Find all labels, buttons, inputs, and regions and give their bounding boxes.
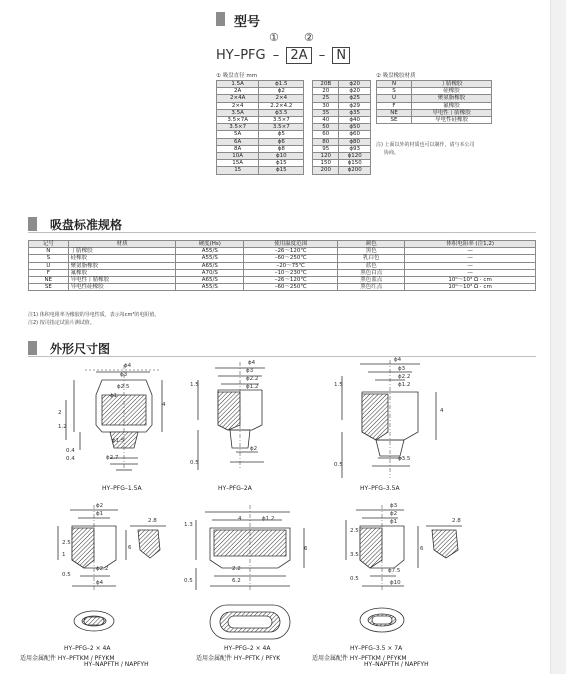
caption-fitting: 适用金属配件 HY–PFTKM / PFYKM	[312, 655, 407, 662]
diameter-cell: ϕ29	[339, 102, 371, 109]
spec-cell: A55/S	[176, 255, 244, 262]
spec-section-title: 吸盘标准规格	[50, 218, 123, 232]
dimension-label: 2.8	[148, 518, 157, 524]
dimension-label: ϕ2.7	[106, 455, 119, 461]
dimension-label: 1.3	[184, 522, 193, 528]
spec-row	[29, 248, 536, 255]
dimension-label: ϕ2.2	[96, 566, 109, 572]
material-row	[377, 95, 492, 102]
diameter-cell: 150	[313, 160, 339, 167]
dimension-label: 4	[440, 408, 444, 414]
caption-fitting: 适用金属配件 HY–PFTK / PFYK	[196, 655, 281, 662]
column-gap	[304, 102, 313, 109]
spec-cell: 黑色白点	[338, 269, 405, 276]
diameter-cell: ϕ3.5	[259, 109, 304, 116]
material-row	[377, 102, 492, 109]
material-row	[377, 81, 492, 88]
dimension-label: ϕ10	[390, 580, 401, 586]
material-row	[377, 117, 492, 124]
diameter-cell: ϕ60	[339, 131, 371, 138]
diameter-cell: ϕ20	[339, 81, 371, 88]
spec-cell: F	[29, 269, 69, 276]
column-gap	[304, 160, 313, 167]
dimension-label: 6	[128, 545, 132, 551]
dimension-label: ϕ1.2	[262, 516, 275, 522]
caption-pfg-3.5a: HY–PFG–3.5A	[360, 485, 400, 492]
spec-cell: —	[405, 262, 536, 269]
diameter-row	[217, 95, 371, 102]
diameter-cell: ϕ20	[339, 88, 371, 95]
dimension-label: ϕ2	[390, 511, 398, 517]
spec-table	[28, 240, 536, 291]
dimension-label: ϕ1	[96, 511, 104, 517]
spec-cell: 氟橡胶	[68, 269, 176, 276]
caption-pfg-2a: HY–PFG–2A	[218, 485, 252, 492]
diameter-cell: 8A	[217, 145, 259, 152]
diameter-cell: 3.5×7	[259, 117, 304, 124]
model-num-2: ②	[304, 31, 314, 44]
diameter-cell: 120	[313, 153, 339, 160]
dimension-label: 2.2	[232, 566, 241, 572]
dimension-label: ϕ3	[120, 372, 128, 378]
diameter-cell: 15	[217, 167, 259, 174]
dimension-label: ϕ1	[390, 519, 398, 525]
diameter-cell: 15A	[217, 160, 259, 167]
spec-cell: –20～75℃	[244, 262, 338, 269]
spec-row	[29, 284, 536, 291]
material-cell: 丁腈橡胶	[412, 81, 492, 88]
dimension-label: 1.5	[190, 382, 199, 388]
spec-header-cell: 记号	[29, 241, 69, 248]
diameter-cell: ϕ150	[339, 160, 371, 167]
diameter-cell: 200	[313, 167, 339, 174]
dimension-label: 0.5	[62, 572, 71, 578]
dimension-label: 4	[238, 516, 242, 522]
dimension-label: ϕ2	[96, 503, 104, 509]
spec-cell: U	[29, 262, 69, 269]
spec-cell: A65/S	[176, 262, 244, 269]
dimension-label: 3.5	[350, 552, 359, 558]
spec-cell: 聚氨脂橡胶	[68, 262, 176, 269]
material-cell: 硅橡胶	[412, 88, 492, 95]
spec-cell: 黑色	[338, 248, 405, 255]
spec-cell: S	[29, 255, 69, 262]
dimension-label: 0.5	[184, 578, 193, 584]
material-cell: 聚氨脂橡胶	[412, 95, 492, 102]
spec-cell: 10⁰～10³ Ω · cm	[405, 284, 536, 291]
diameter-cell: 2×4	[259, 95, 304, 102]
dimension-label: ϕ3.5	[398, 456, 411, 462]
diameter-row	[217, 124, 371, 131]
diameter-cell: 50	[313, 124, 339, 131]
diameter-cell: ϕ15	[259, 160, 304, 167]
material-cell: NE	[377, 109, 412, 116]
dimension-label: ϕ3	[398, 366, 406, 372]
dimension-label: 2.5	[350, 528, 359, 534]
material-row	[377, 109, 492, 116]
diameter-cell: ϕ15	[259, 167, 304, 174]
dimension-label: ϕ1.5	[112, 438, 125, 444]
diameter-row	[217, 81, 371, 88]
diameter-cell: 3.5A	[217, 109, 259, 116]
diameter-cell: 5A	[217, 131, 259, 138]
caption-pfg-3.5x7a: HY–PFG–3.5 × 7A	[350, 645, 403, 652]
spec-cell: 硅橡胶	[68, 255, 176, 262]
dimension-label: ϕ2	[250, 446, 258, 452]
diameter-cell: 30	[313, 102, 339, 109]
column-gap	[304, 81, 313, 88]
spec-cell: –10～230℃	[244, 269, 338, 276]
dimension-label: ϕ4	[124, 363, 132, 369]
material-cell: 氟橡胶	[412, 102, 492, 109]
dimension-label: 4	[162, 402, 166, 408]
diameter-cell: 40	[313, 117, 339, 124]
column-gap	[304, 95, 313, 102]
dimension-label: ϕ7.5	[388, 568, 401, 574]
spec-row	[29, 269, 536, 276]
drawing-pfg-3.5x7a	[346, 505, 462, 632]
diameter-cell: ϕ5	[259, 131, 304, 138]
dimension-label: ϕ4	[96, 580, 104, 586]
dimension-label: ϕ2.2	[398, 374, 411, 380]
caption-fitting: HY–NAPFTH / NAPFYH	[84, 661, 149, 668]
diameter-cell: 2×4A	[217, 95, 259, 102]
section-marker	[216, 12, 225, 26]
material-caption: ② 吸盘橡胶材质	[376, 73, 416, 79]
spec-cell: –26～120℃	[244, 277, 338, 284]
diameter-table	[216, 80, 371, 175]
dimension-label: 2.8	[452, 518, 461, 524]
diameter-cell: ϕ2	[259, 88, 304, 95]
diameter-cell: 2A	[217, 88, 259, 95]
spec-cell: A55/S	[176, 248, 244, 255]
spec-cell: NE	[29, 277, 69, 284]
diameter-cell: 3.5×7	[259, 124, 304, 131]
spec-cell: 10⁰～10³ Ω · cm	[405, 277, 536, 284]
diameter-cell: 95	[313, 145, 339, 152]
diameter-cell: 80	[313, 138, 339, 145]
diameter-cell: 2.2×4.2	[259, 102, 304, 109]
dimension-drawings	[0, 355, 550, 674]
dimension-label: 2	[58, 410, 62, 416]
material-cell: U	[377, 95, 412, 102]
caption-fitting: 适用金属配件 HY–PFTKM / PFYKM	[20, 655, 115, 662]
spec-cell: —	[405, 269, 536, 276]
drawing-pfg-2x4a-2	[196, 505, 304, 639]
dimension-label: 6	[304, 546, 308, 552]
diameter-cell: ϕ40	[339, 117, 371, 124]
dimension-label: ϕ1.2	[246, 384, 259, 390]
dimension-label: 6	[420, 546, 424, 552]
spec-cell: –26～120℃	[244, 248, 338, 255]
dimension-label: ϕ3	[246, 368, 254, 374]
model-dash: –	[318, 48, 326, 63]
page-scrollbar[interactable]	[550, 0, 566, 674]
diameter-cell: 1.5A	[217, 81, 259, 88]
spec-cell: 导电性丁腈橡胶	[68, 277, 176, 284]
material-cell: S	[377, 88, 412, 95]
caption-pfg-1.5a: HY–PFG–1.5A	[102, 485, 142, 492]
column-gap	[304, 153, 313, 160]
dimension-label: ϕ4	[394, 357, 402, 363]
dimension-label: 0.4	[66, 456, 75, 462]
diameter-cell: 20B	[313, 81, 339, 88]
section-marker	[28, 341, 37, 355]
caption-pfg-2x4a-1: HY–PFG–2 × 4A	[64, 645, 111, 652]
diameter-cell: ϕ6	[259, 138, 304, 145]
section-marker	[28, 217, 37, 231]
spec-cell: 丁腈橡胶	[68, 248, 176, 255]
spec-cell: 蓝色	[338, 262, 405, 269]
material-cell: N	[377, 81, 412, 88]
spec-note: 注1) 体积电阻率为橡胶的导电性质，表示每cm³的电阻值。	[28, 312, 160, 318]
diameter-cell: ϕ10	[259, 153, 304, 160]
dimension-label: 1	[62, 552, 66, 558]
model-section-title: 型号	[234, 15, 261, 30]
caption-pfg-2x4a-2: HY–PFG–2 × 4A	[224, 645, 271, 652]
dimension-label: ϕ1.2	[398, 382, 411, 388]
diameter-cell: 3.5×7	[217, 124, 259, 131]
spec-row	[29, 262, 536, 269]
dimension-label: 6.2	[232, 578, 241, 584]
dimension-label: ϕ2.2	[246, 376, 259, 382]
diameter-cell: 60	[313, 131, 339, 138]
diameter-cell: ϕ35	[339, 109, 371, 116]
column-gap	[304, 117, 313, 124]
model-code-diameter: 2A	[286, 47, 311, 64]
diameter-row	[217, 109, 371, 116]
spec-cell: A55/S	[176, 284, 244, 291]
spec-header-cell: 使用温度范围	[244, 241, 338, 248]
spec-cell: N	[29, 248, 69, 255]
spec-cell: 黑色蓝点	[338, 277, 405, 284]
diameter-row	[217, 167, 371, 174]
model-code-material: N	[332, 47, 350, 64]
dimension-label: 0.5	[334, 462, 343, 468]
material-row	[377, 88, 492, 95]
dimension-label: 1.5	[334, 382, 343, 388]
diameter-cell: 20	[313, 88, 339, 95]
column-gap	[304, 109, 313, 116]
diameter-cell: 35	[313, 109, 339, 116]
diameter-row	[217, 138, 371, 145]
section-divider	[28, 232, 536, 233]
dimension-label: ϕ3	[390, 503, 398, 509]
column-gap	[304, 124, 313, 131]
spec-cell: –60～250℃	[244, 255, 338, 262]
diameter-row	[217, 153, 371, 160]
model-dash: –	[272, 48, 280, 63]
diameter-row	[217, 131, 371, 138]
material-table	[376, 80, 492, 124]
dimension-label: 2.5	[62, 540, 71, 546]
spec-header-cell: 颜色	[338, 241, 405, 248]
spec-header-cell: 体积电阻率 (注1,2)	[405, 241, 536, 248]
dimension-label: 1.2	[58, 424, 67, 430]
material-cell: 导电性丁腈橡胶	[412, 109, 492, 116]
drawing-pfg-3.5a	[342, 360, 436, 478]
diameter-row	[217, 160, 371, 167]
material-note: 协商。	[384, 150, 400, 156]
dimension-label: 0.5	[190, 460, 199, 466]
spec-row	[29, 277, 536, 284]
caption-fitting: HY–NAPFTH / NAPFYH	[364, 661, 429, 668]
diameter-cell: 6A	[217, 138, 259, 145]
diameter-cell: 3.5×7A	[217, 117, 259, 124]
diameter-row	[217, 145, 371, 152]
spec-cell: A70/S	[176, 269, 244, 276]
diameter-row	[217, 88, 371, 95]
material-cell: 导电性硅橡胶	[412, 117, 492, 124]
spec-cell: 乳白色	[338, 255, 405, 262]
spec-header-cell: 材质	[68, 241, 176, 248]
diameter-cell: ϕ80	[339, 138, 371, 145]
spec-note: 注2) 按司指定试验片测试值。	[28, 320, 95, 326]
diameter-cell: 10A	[217, 153, 259, 160]
column-gap	[304, 145, 313, 152]
dimension-label: 0.5	[350, 576, 359, 582]
diameter-cell: ϕ93	[339, 145, 371, 152]
spec-cell: —	[405, 248, 536, 255]
spec-cell: 导电性硅橡胶	[68, 284, 176, 291]
spec-cell: 黑色红点	[338, 284, 405, 291]
diameter-cell: ϕ25	[339, 95, 371, 102]
diameter-cell: ϕ1.5	[259, 81, 304, 88]
material-cell: F	[377, 102, 412, 109]
spec-cell: —	[405, 255, 536, 262]
spec-cell: SE	[29, 284, 69, 291]
diameter-cell: 25	[313, 95, 339, 102]
material-note: 注) 上面以外的材质也可以制作，请与本公司	[376, 142, 475, 148]
model-prefix: HY–PFG	[216, 48, 266, 63]
diameter-row	[217, 117, 371, 124]
column-gap	[304, 167, 313, 174]
diameter-cell: ϕ8	[259, 145, 304, 152]
dimension-label: ϕ1	[110, 393, 118, 399]
diameter-cell: ϕ200	[339, 167, 371, 174]
dimension-section-title: 外形尺寸图	[50, 342, 111, 356]
diameter-cell: ϕ50	[339, 124, 371, 131]
dimension-label: ϕ2.5	[117, 384, 130, 390]
diameter-cell: ϕ120	[339, 153, 371, 160]
diameter-cell: 2×4	[217, 102, 259, 109]
dimension-label: 0.4	[66, 448, 75, 454]
spec-header-cell: 硬度(Hs)	[176, 241, 244, 248]
material-cell: SE	[377, 117, 412, 124]
spec-cell: –60～250℃	[244, 284, 338, 291]
column-gap	[304, 131, 313, 138]
diameter-caption: ① 吸盘直径 mm	[216, 73, 258, 79]
diameter-row	[217, 102, 371, 109]
column-gap	[304, 88, 313, 95]
model-code-line	[216, 48, 350, 63]
spec-cell: A65/S	[176, 277, 244, 284]
column-gap	[304, 138, 313, 145]
model-num-1: ①	[269, 31, 279, 44]
dimension-label: ϕ4	[248, 360, 256, 366]
spec-row	[29, 255, 536, 262]
